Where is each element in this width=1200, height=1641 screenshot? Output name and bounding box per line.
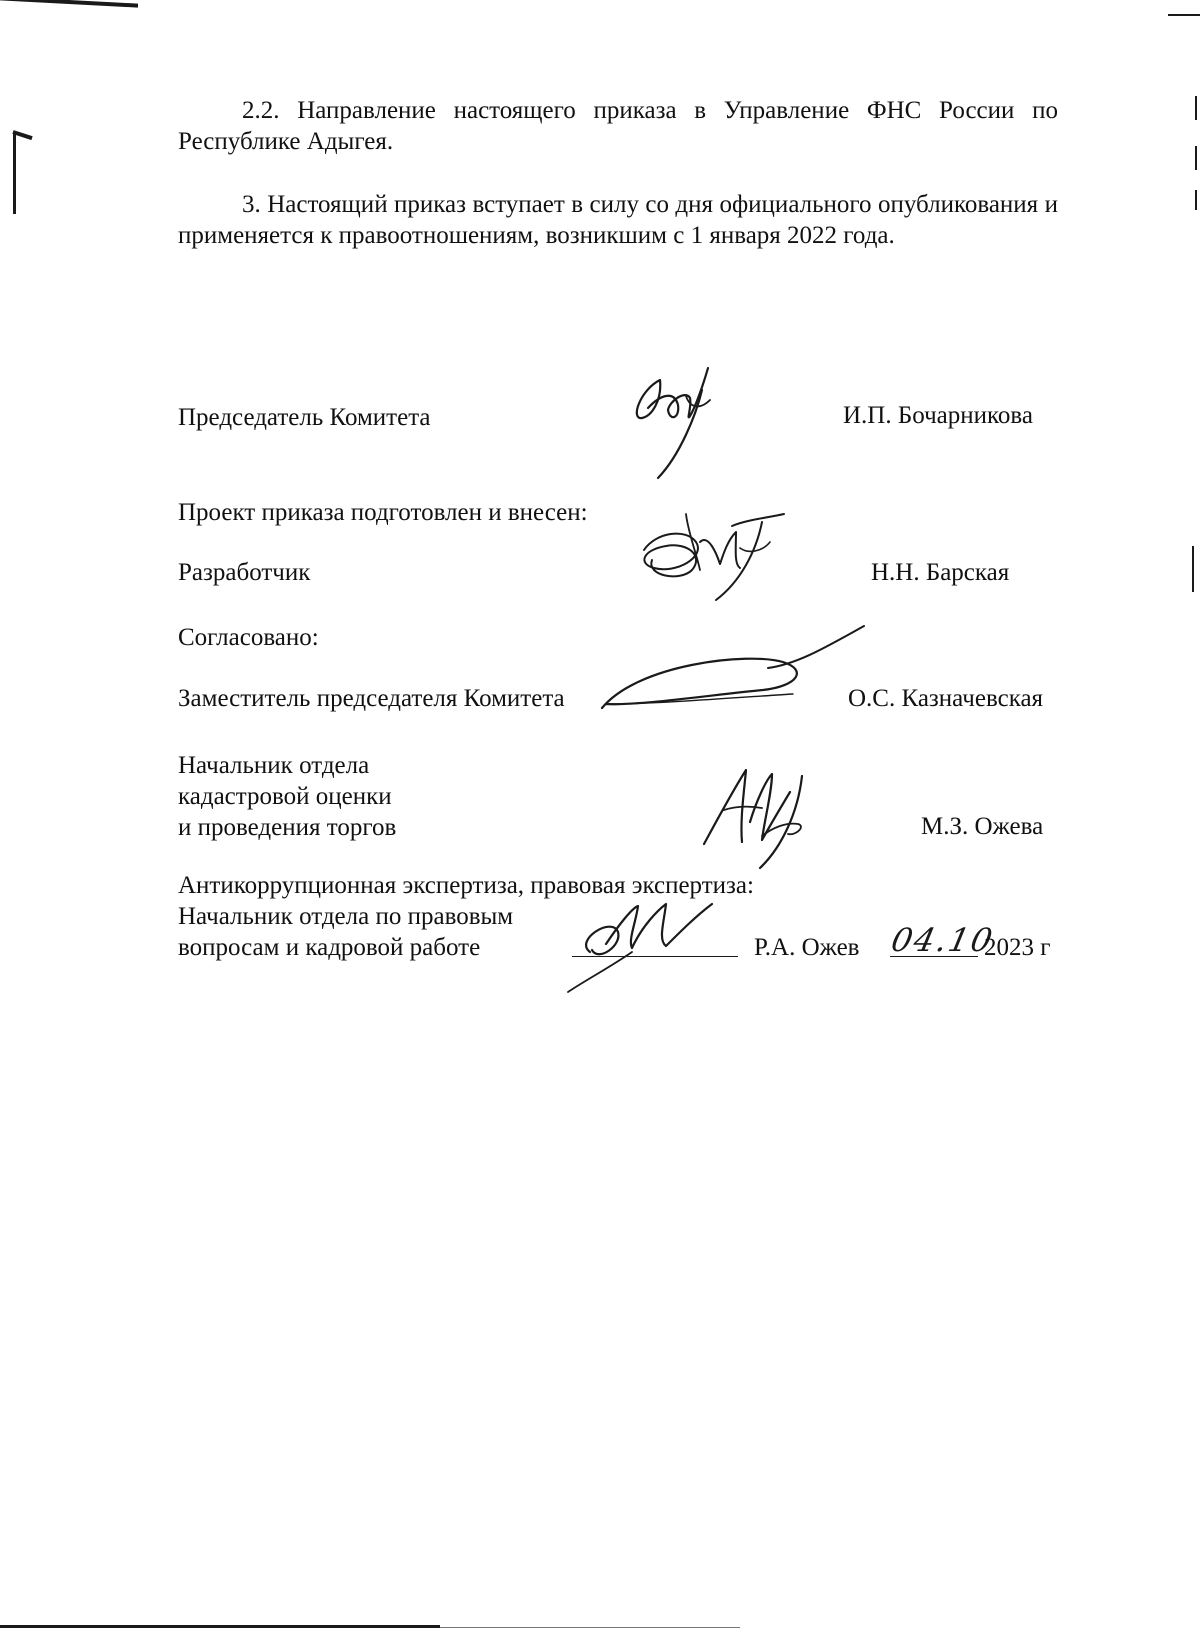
head-cadastral-position-line3: и проведения торгов bbox=[178, 814, 397, 841]
paragraph-3: 3. Настоящий приказ вступает в силу со дня официального опубликования и применяется к правоотношениям, возникшим с 1 января 2022 года. bbox=[178, 191, 1058, 249]
paragraph-2-2: 2.2. Направление настоящего приказа в Управление ФНС России по Республике Адыгея. bbox=[178, 97, 1058, 155]
head-legal-signature-line bbox=[572, 956, 738, 957]
handwritten-date: 04.10 bbox=[887, 921, 998, 959]
chairman-name: И.П. Бочарникова bbox=[843, 402, 1033, 429]
head-cadastral-position-line2: кадастровой оценки bbox=[178, 783, 392, 810]
scan-edge-mark-right-4 bbox=[1192, 546, 1194, 592]
prepared-header: Проект приказа подготовлен и внесен: bbox=[178, 499, 588, 526]
head-cadastral-position-line1: Начальник отдела bbox=[178, 752, 370, 779]
scan-edge-mark-right-2 bbox=[1195, 146, 1197, 170]
developer-position: Разработчик bbox=[178, 559, 311, 586]
developer-signature bbox=[636, 512, 796, 604]
scan-edge-mark-bottom-2 bbox=[440, 1627, 740, 1628]
scan-edge-mark-top bbox=[0, 0, 138, 8]
scan-edge-mark-right-3 bbox=[1195, 190, 1197, 210]
deputy-position: Заместитель председателя Комитета bbox=[178, 685, 565, 712]
chairman-position: Председатель Комитета bbox=[178, 404, 431, 431]
developer-name: Н.Н. Барская bbox=[871, 559, 1010, 586]
head-legal-signature bbox=[562, 896, 732, 996]
head-cadastral-name: М.З. Ожева bbox=[921, 813, 1044, 840]
head-legal-name: Р.А. Ожев bbox=[754, 934, 860, 961]
scan-edge-mark-left bbox=[13, 132, 16, 214]
expertise-header: Антикоррупционная экспертиза, правовая экспертиза: bbox=[178, 872, 754, 899]
scan-edge-mark-right-1 bbox=[1195, 96, 1197, 120]
deputy-name: О.С. Казначевская bbox=[848, 685, 1044, 712]
head-legal-position-line2: вопросам и кадровой работе bbox=[178, 934, 481, 961]
head-cadastral-signature bbox=[702, 762, 822, 872]
scan-edge-mark-right-top bbox=[1168, 14, 1200, 16]
date-suffix: 2023 г bbox=[984, 934, 1051, 961]
agreed-header: Согласовано: bbox=[178, 624, 319, 651]
deputy-signature bbox=[598, 624, 868, 720]
scan-edge-mark-bottom bbox=[0, 1625, 440, 1628]
head-legal-position-line1: Начальник отдела по правовым bbox=[178, 903, 514, 930]
chairman-signature bbox=[630, 360, 740, 485]
